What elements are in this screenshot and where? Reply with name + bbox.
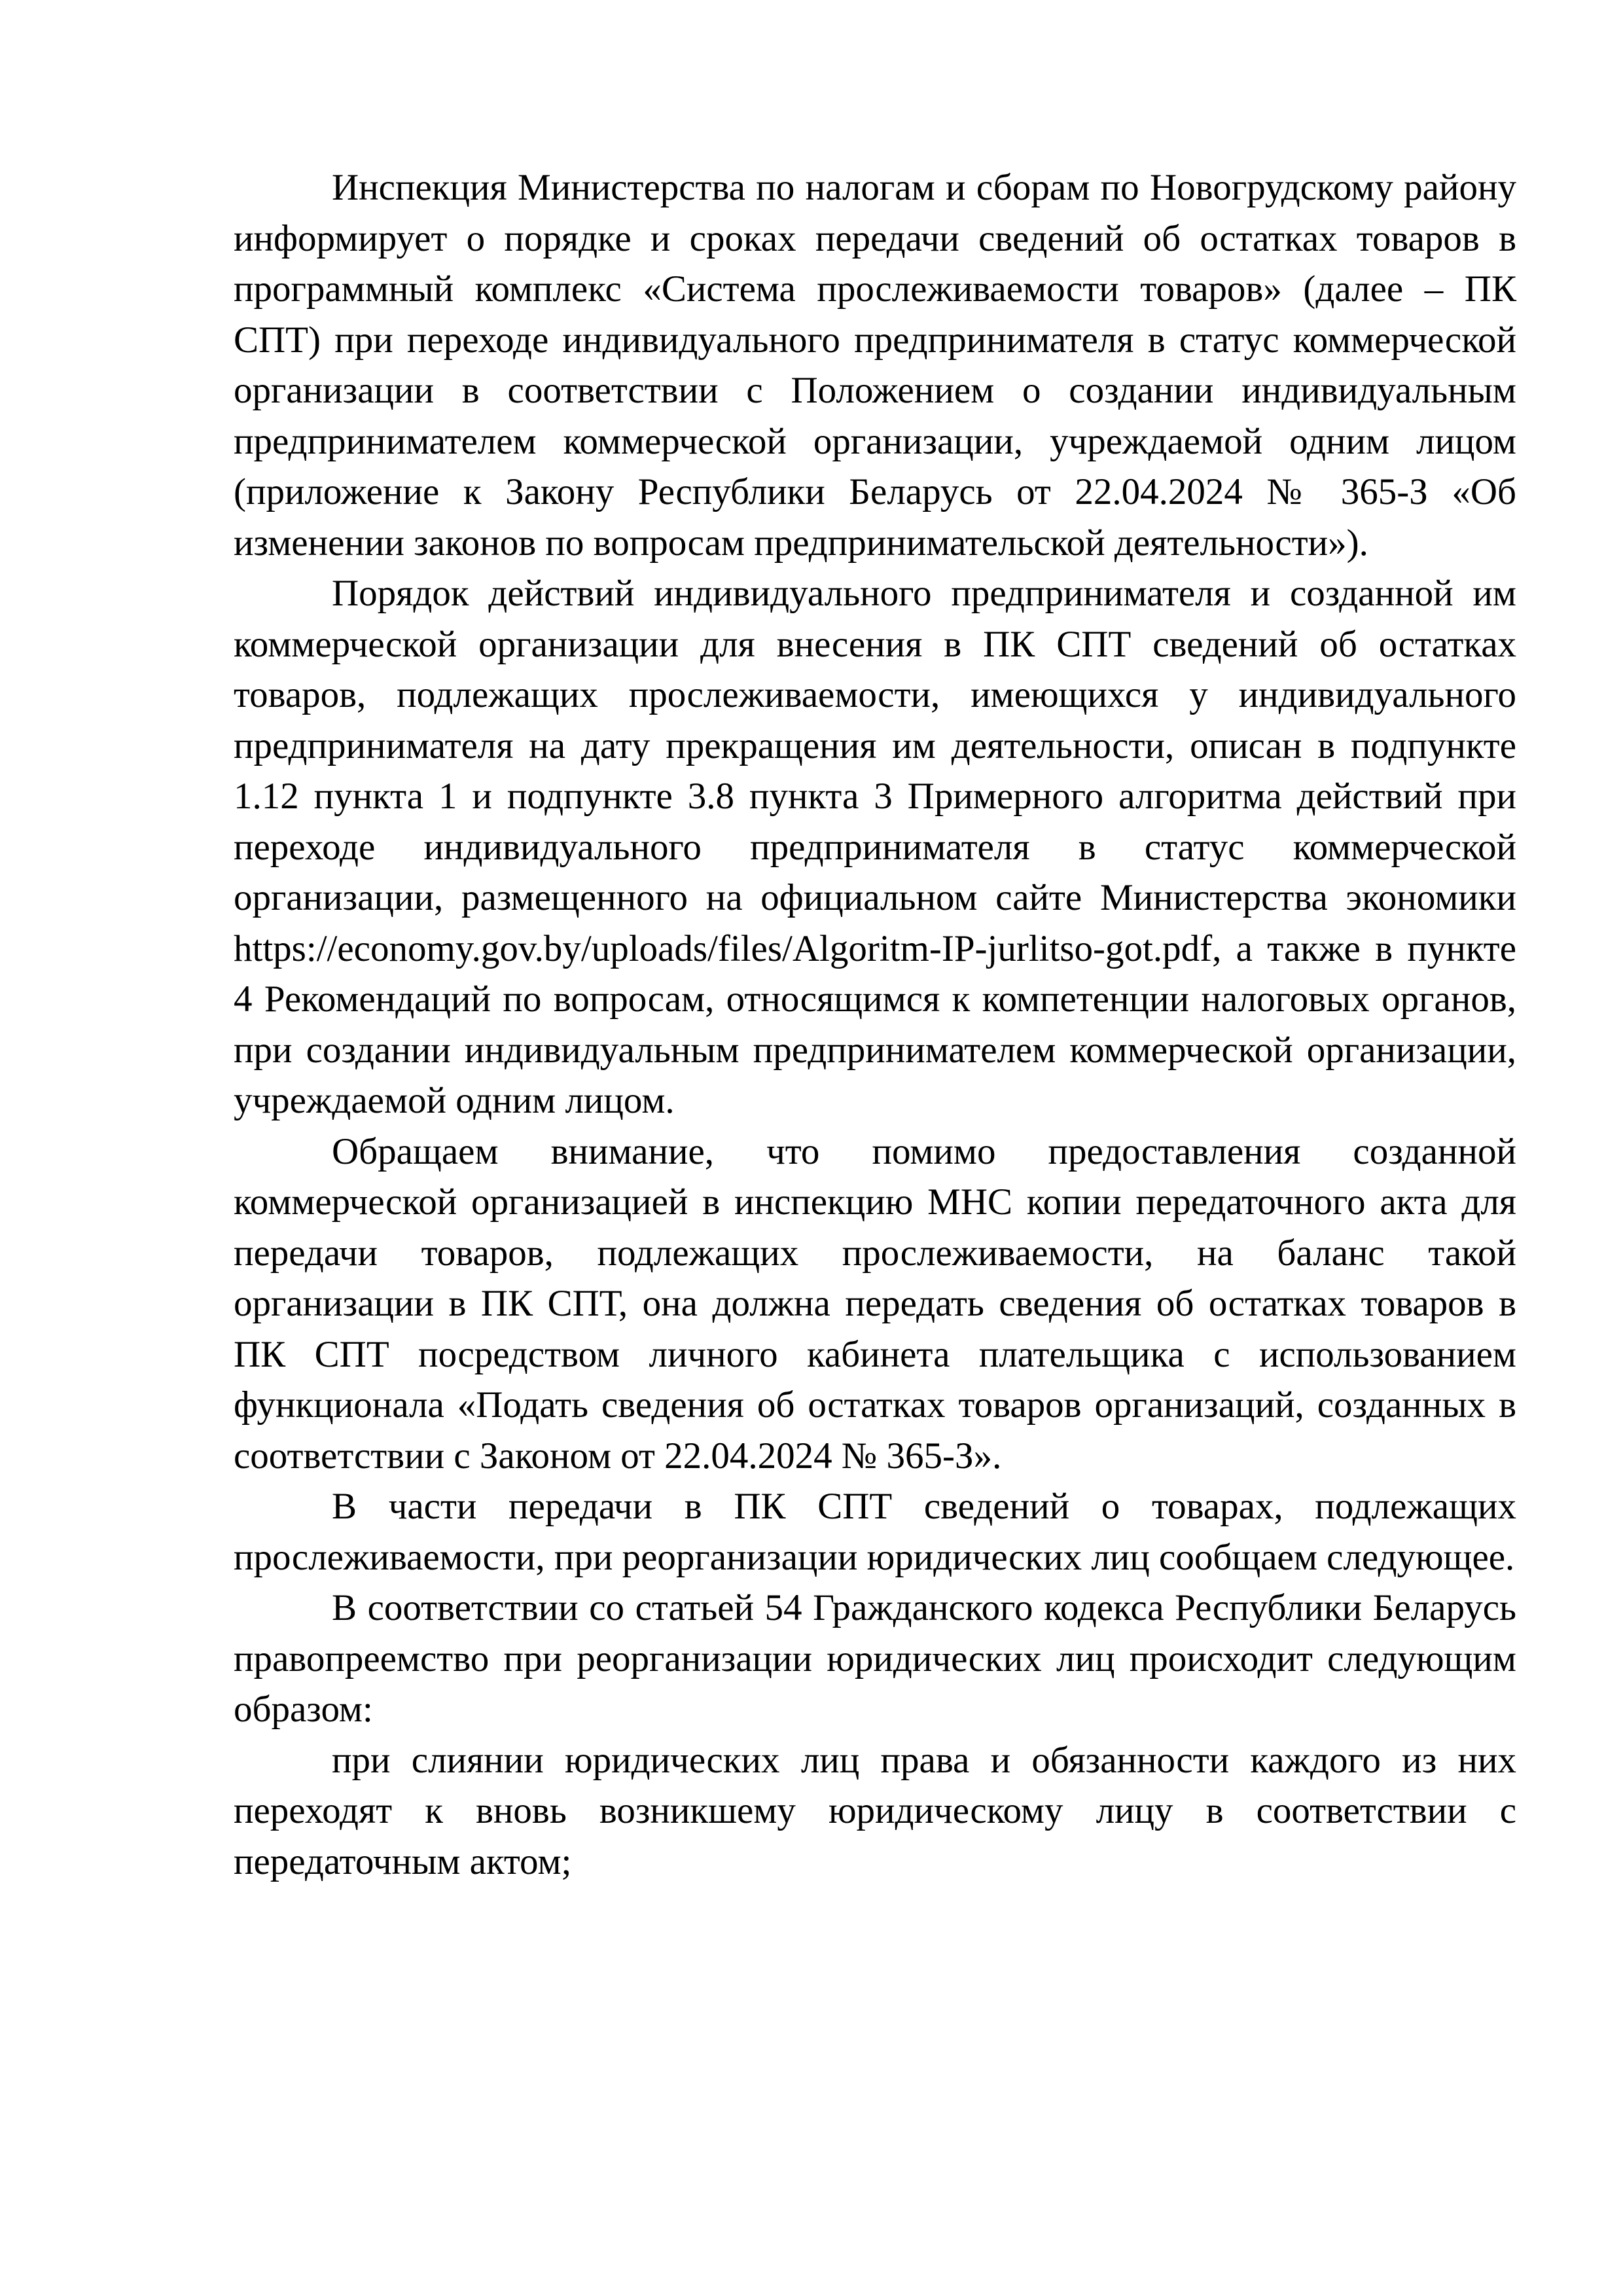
paragraph-reorganization-intro: В части передачи в ПК СПТ сведений о товарах, подлежащих прослеживаемости, при реорганизации юридических лиц сообщаем следующее. bbox=[234, 1486, 1516, 1578]
document-page bbox=[234, 162, 1516, 1887]
paragraph-merger: при слиянии юридических лиц права и обязанности каждого из них переходят к вновь возникшему юридическому лицу в соответствии с передаточным актом; bbox=[234, 1739, 1516, 1882]
algorithm-pdf-link[interactable]: https://economy.gov.by/uploads/files/Algoritm-IP-jurlitso-got.pdf bbox=[234, 927, 1213, 969]
paragraph-procedure bbox=[234, 568, 1516, 1126]
paragraph-civil-code: В соответствии со статьей 54 Гражданского кодекса Республики Беларусь правопреемство при реорганизации юридических лиц происходит следующим образом: bbox=[234, 1587, 1516, 1730]
procedure-text-after-link: , а также в пункте 4 Рекомендаций по вопросам, относящимся к компетенции налоговых органов, при создании индивидуальным предпринимателем коммерческой организации, учреждаемой одним лицом. bbox=[234, 927, 1516, 1121]
paragraph-intro: Инспекция Министерства по налогам и сборам по Новогрудскому району информирует о порядке и сроках передачи сведений об остатках товаров в программный комплекс «Система прослеживаемости товаров» (далее – ПК СПТ) при переходе индивидуального предпринимателя в статус коммерческой организации в соответствии с Положением о создании индивидуальным предпринимателем коммерческой организации, учреждаемой одним лицом (приложение к Закону Республики Беларусь от 22.04.2024 № 365-З «Об изменении законов по вопросам предпринимательской деятельности»). bbox=[234, 167, 1516, 564]
paragraph-attention: Обращаем внимание, что помимо предоставления созданной коммерческой организацией в инспекцию МНС копии передаточного акта для передачи товаров, подлежащих прослеживаемости, на баланс такой организации в ПК СПТ, она должна передать сведения об остатках товаров в ПК СПТ посредством личного кабинета плательщика с использованием функционала «Подать сведения об остатках товаров организаций, созданных в соответствии с Законом от 22.04.2024 № 365-З». bbox=[234, 1130, 1516, 1477]
procedure-text-before-link: Порядок действий индивидуального предпринимателя и созданной им коммерческой организации для внесения в ПК СПТ сведений об остатках товаров, подлежащих прослеживаемости, имеющихся у индивидуального предпринимателя на дату прекращения им деятельности, описан в подпункте 1.12 пункта 1 и подпункте 3.8 пункта 3 Примерного алгоритма действий при переходе индивидуального предпринимателя в статус коммерческой организации, размещенного на официальном сайте Министерства экономики bbox=[234, 573, 1516, 918]
